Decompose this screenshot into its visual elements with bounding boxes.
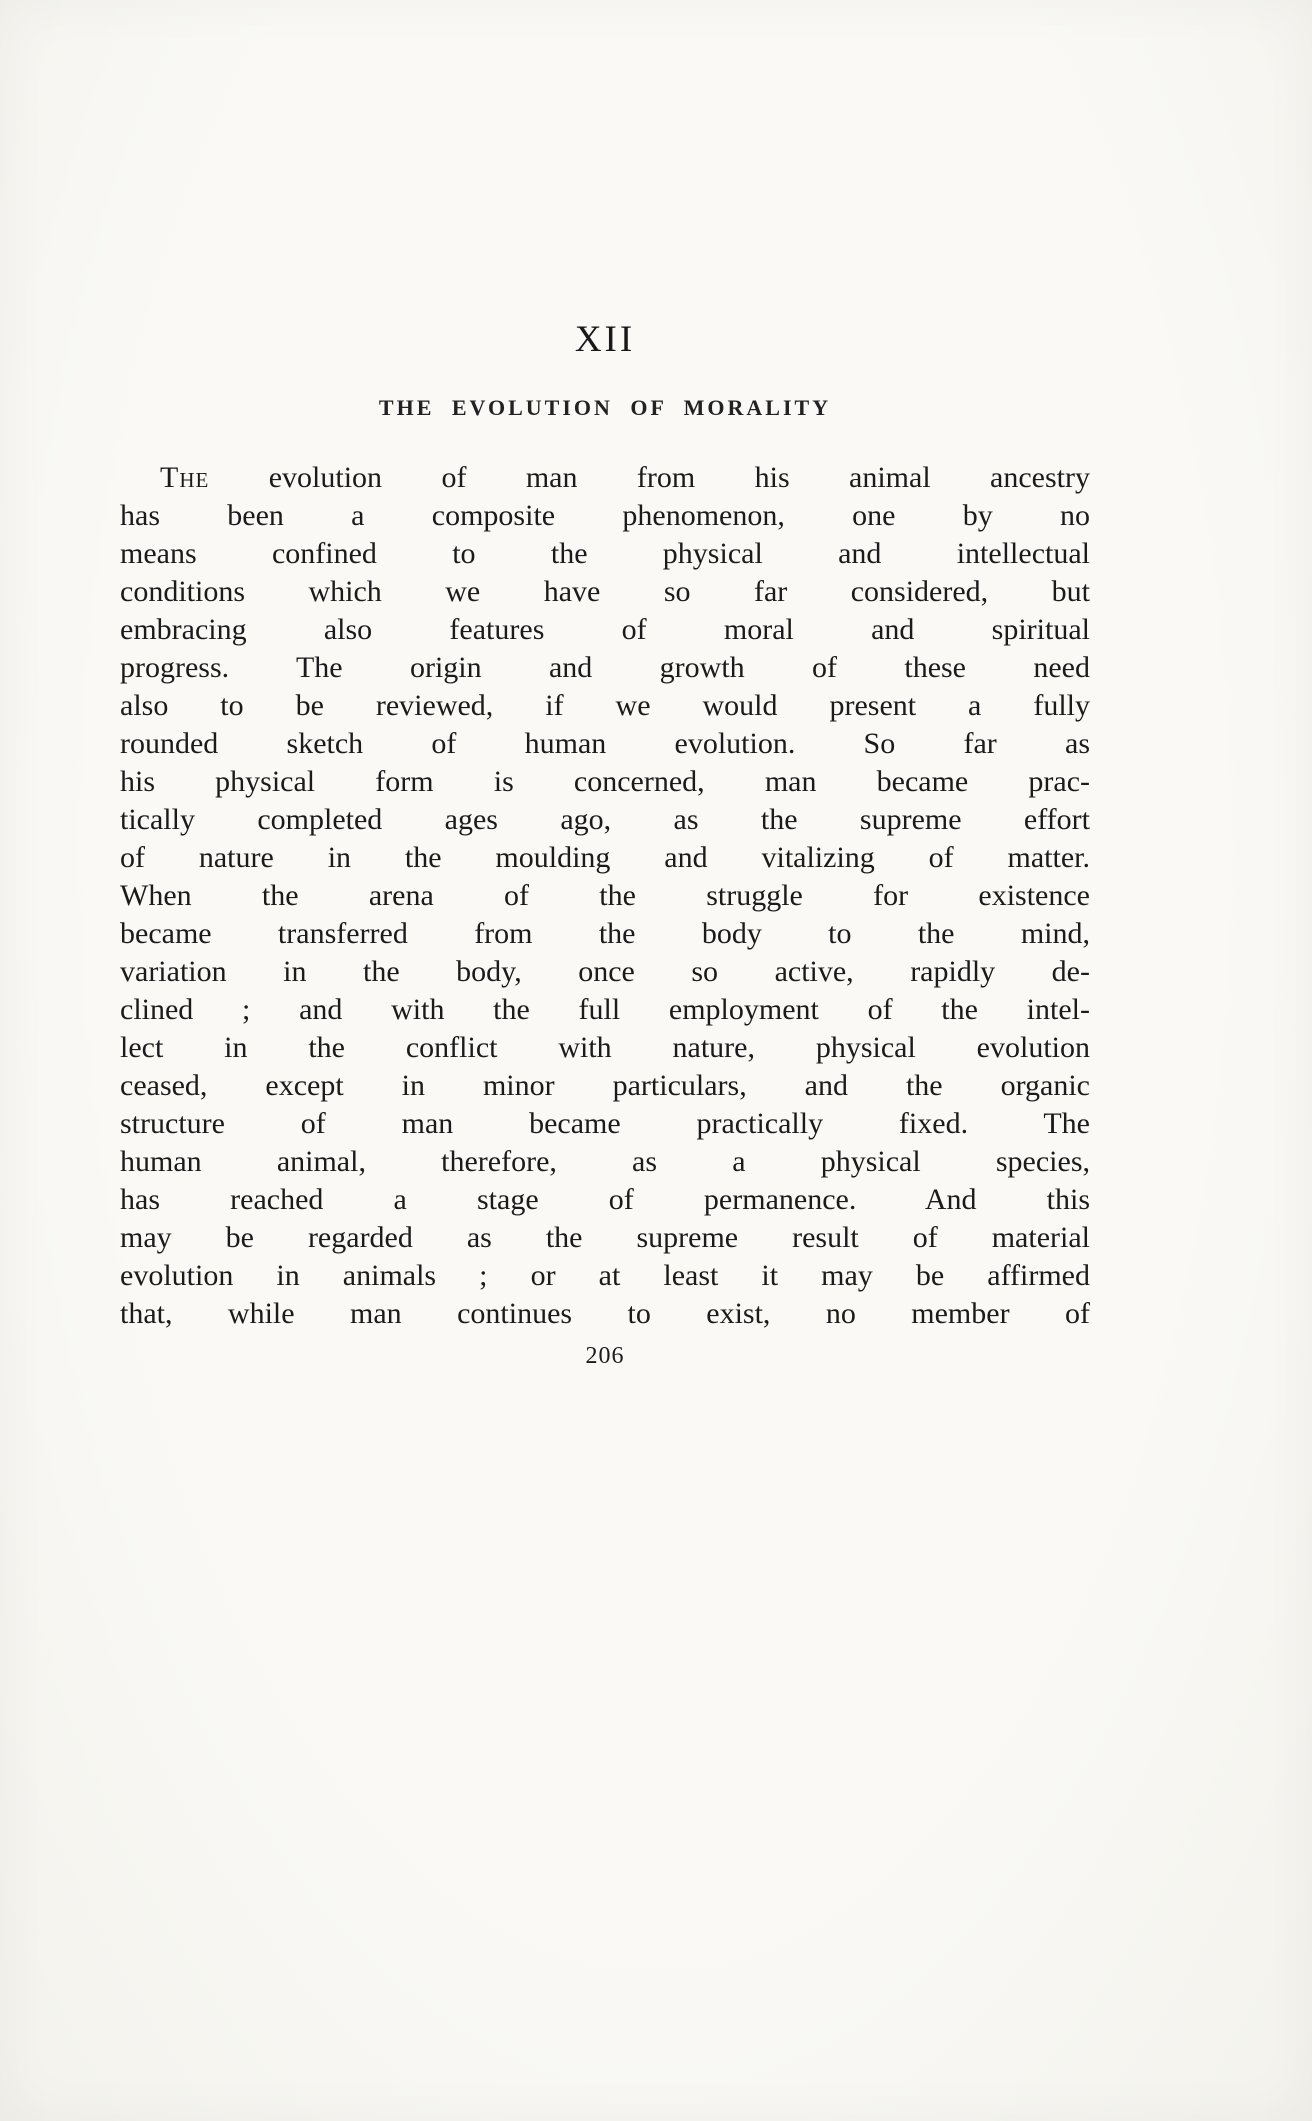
page-number: 206 — [585, 1343, 625, 1369]
text-line — [120, 459, 1090, 497]
text-line: ceased, except in minor particulars, and the organic — [120, 1069, 1090, 1102]
text-line: became transferred from the body to the mind, — [120, 917, 1090, 950]
text-line: rounded sketch of human evolution. So far as — [120, 727, 1090, 760]
text-line: structure of man became practically fixed. The — [120, 1107, 1090, 1140]
text-line: lect in the conflict with nature, physical evolution — [120, 1031, 1090, 1064]
paragraph-lines — [120, 497, 1090, 1333]
text-line: has reached a stage of permanence. And this — [120, 1183, 1090, 1216]
section-heading: THE EVOLUTION OF MORALITY — [378, 395, 832, 420]
text-line: of nature in the moulding and vitalizing of matter. — [120, 841, 1090, 874]
text-line: may be regarded as the supreme result of material — [120, 1221, 1090, 1254]
text-line: means confined to the physical and intellectual — [120, 537, 1090, 570]
chapter-number: XII — [574, 319, 636, 360]
lead-word: The — [160, 461, 210, 494]
text-line: his physical form is concerned, man became prac- — [120, 765, 1090, 798]
book-page — [120, 0, 1090, 1370]
text-line: that, while man continues to exist, no member of — [120, 1297, 1090, 1330]
text-line: progress. The origin and growth of these need — [120, 651, 1090, 684]
text-line: clined ; and with the full employment of the intel- — [120, 993, 1090, 1026]
text-line: also to be reviewed, if we would present a fully — [120, 689, 1090, 722]
text-line: embracing also features of moral and spiritual — [120, 613, 1090, 646]
first-line-rest: evolution of man from his animal ancestry — [268, 461, 1090, 494]
text-line: conditions which we have so far considered, but — [120, 575, 1090, 608]
text-line: When the arena of the struggle for existence — [120, 879, 1090, 912]
text-line: tically completed ages ago, as the supreme effort — [120, 803, 1090, 836]
text-line: evolution in animals ; or at least it may be affirmed — [120, 1259, 1090, 1292]
text-line: variation in the body, once so active, rapidly de- — [120, 955, 1090, 988]
text-line: has been a composite phenomenon, one by no — [120, 499, 1090, 532]
paragraph — [120, 459, 1090, 1333]
text-line: human animal, therefore, as a physical species, — [120, 1145, 1090, 1178]
